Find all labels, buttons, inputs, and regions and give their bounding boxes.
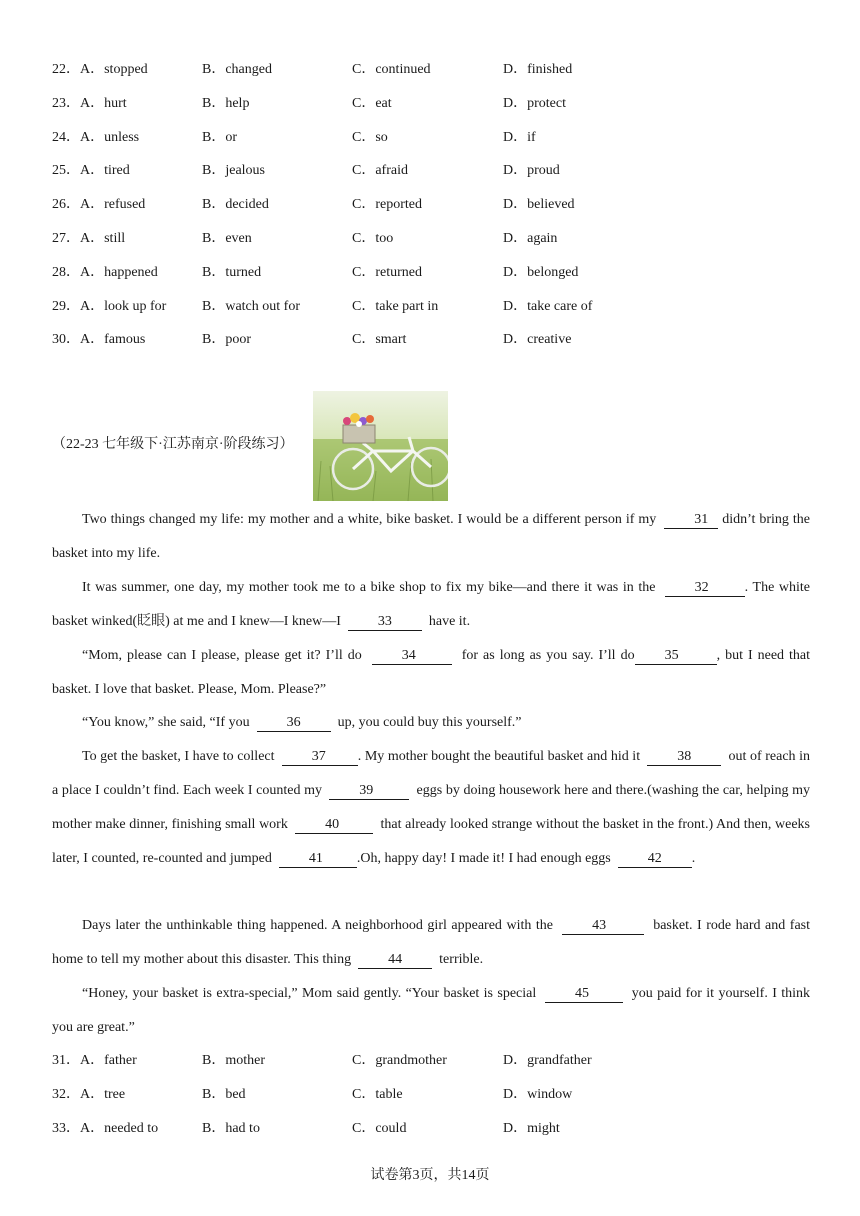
option-b: B．mother xyxy=(202,1053,265,1068)
option-a: 33．A．needed to xyxy=(52,1121,159,1136)
blank-32: 32 xyxy=(665,580,745,597)
blank-31: 31 xyxy=(664,512,718,529)
option-d: D．window xyxy=(503,1087,573,1102)
passage-paragraph-5: To get the basket, I have to collect 37 . My mother bought the beautiful basket and hid it 38 out of reach in a place I couldn’t find. Each week I counted my 39 eggs by doing housework here and there.(washing the car, helping my mother make dinner, finishing small work 40 that already looked strange without the basket in the front.) And then, weeks later, I counted, re-counted and jumped 41 .Oh, happy day! I made it! I had enough eggs 42 . xyxy=(52,749,811,866)
option-d: D．proud xyxy=(503,163,560,178)
option-d: D．grandfather xyxy=(503,1053,592,1068)
option-d: D．take care of xyxy=(503,299,593,314)
passage-paragraph-6: Days later the unthinkable thing happened. A neighborhood girl appeared with the 43 basket. I rode hard and fast home to tell my mother about this disaster. This thing 44 terrible. xyxy=(52,918,811,967)
option-c: C．smart xyxy=(352,332,407,347)
passage-paragraph-1: Two things changed my life: my mother and a white, bike basket. I would be a different person if my 31 didn’t bring the basket into my life. xyxy=(52,512,811,561)
option-c: C．continued xyxy=(352,62,431,77)
option-a: 27．A．still xyxy=(52,231,126,246)
blank-36: 36 xyxy=(257,715,331,732)
option-a: 28．A．happened xyxy=(52,265,158,280)
option-a: 26．A．refused xyxy=(52,197,146,212)
option-c: C．returned xyxy=(352,265,422,280)
source-label: （22-23 七年级下·江苏南京·阶段练习） xyxy=(52,437,294,452)
option-c: C．could xyxy=(352,1121,407,1136)
blank-45: 45 xyxy=(545,986,623,1003)
blank-34: 34 xyxy=(372,648,452,665)
option-c: C．eat xyxy=(352,96,392,111)
option-b: B．changed xyxy=(202,62,272,77)
blank-41: 41 xyxy=(279,851,357,868)
option-a: 25．A．tired xyxy=(52,163,130,178)
blank-35: 35 xyxy=(635,648,717,665)
option-c: C．afraid xyxy=(352,163,408,178)
option-c: C．table xyxy=(352,1087,403,1102)
option-d: D．again xyxy=(503,231,558,246)
blank-44: 44 xyxy=(358,952,432,969)
option-a: 22．A．stopped xyxy=(52,62,148,77)
option-b: B．decided xyxy=(202,197,269,212)
blank-33: 33 xyxy=(348,614,422,631)
page-footer: 试卷第3页，共14页 xyxy=(370,1168,490,1183)
option-d: D．belonged xyxy=(503,265,579,280)
option-a: 32．A．tree xyxy=(52,1087,126,1102)
option-a: 24．A．unless xyxy=(52,130,140,145)
option-b: B．jealous xyxy=(202,163,265,178)
option-c: C．take part in xyxy=(352,299,439,314)
option-b: B．help xyxy=(202,96,250,111)
option-b: B．bed xyxy=(202,1087,246,1102)
option-d: D．protect xyxy=(503,96,566,111)
option-b: B．poor xyxy=(202,332,251,347)
option-c: C．so xyxy=(352,130,388,145)
bike-basket-image xyxy=(313,391,448,501)
option-d: D．believed xyxy=(503,197,575,212)
option-c: C．reported xyxy=(352,197,422,212)
blank-42: 42 xyxy=(618,851,692,868)
passage-paragraph-3: “Mom, please can I please, please get it? I’ll do 34 for as long as you say. I’ll do 35 , but I need that basket. I love that basket. Please, Mom. Please?” xyxy=(52,648,811,697)
blank-40: 40 xyxy=(295,817,373,834)
passage-paragraph-7: “Honey, your basket is extra-special,” Mom said gently. “Your basket is special 45 you paid for it yourself. I think you are great.” xyxy=(52,986,811,1035)
option-c: C．grandmother xyxy=(352,1053,447,1068)
option-b: B．even xyxy=(202,231,252,246)
option-c: C．too xyxy=(352,231,394,246)
option-b: B．had to xyxy=(202,1121,260,1136)
option-d: D．finished xyxy=(503,62,573,77)
blank-38: 38 xyxy=(647,749,721,766)
blank-39: 39 xyxy=(329,783,409,800)
option-b: B．or xyxy=(202,130,237,145)
option-d: D．might xyxy=(503,1121,560,1136)
option-a: 30．A．famous xyxy=(52,332,146,347)
blank-43: 43 xyxy=(562,918,644,935)
option-a: 29．A．look up for xyxy=(52,299,167,314)
option-a: 31．A．father xyxy=(52,1053,137,1068)
option-d: D．creative xyxy=(503,332,572,347)
option-a: 23．A．hurt xyxy=(52,96,127,111)
blank-37: 37 xyxy=(282,749,358,766)
option-d: D．if xyxy=(503,130,536,145)
option-b: B．turned xyxy=(202,265,262,280)
passage-paragraph-4: “You know,” she said, “If you 36 up, you could buy this yourself.” xyxy=(82,715,522,730)
option-b: B．watch out for xyxy=(202,299,300,314)
passage-paragraph-2: It was summer, one day, my mother took me to a bike shop to fix my bike—and there it was in the 32 . The white basket winked(眨眼) at me and I knew—I knew—I 33 have it. xyxy=(52,580,810,629)
